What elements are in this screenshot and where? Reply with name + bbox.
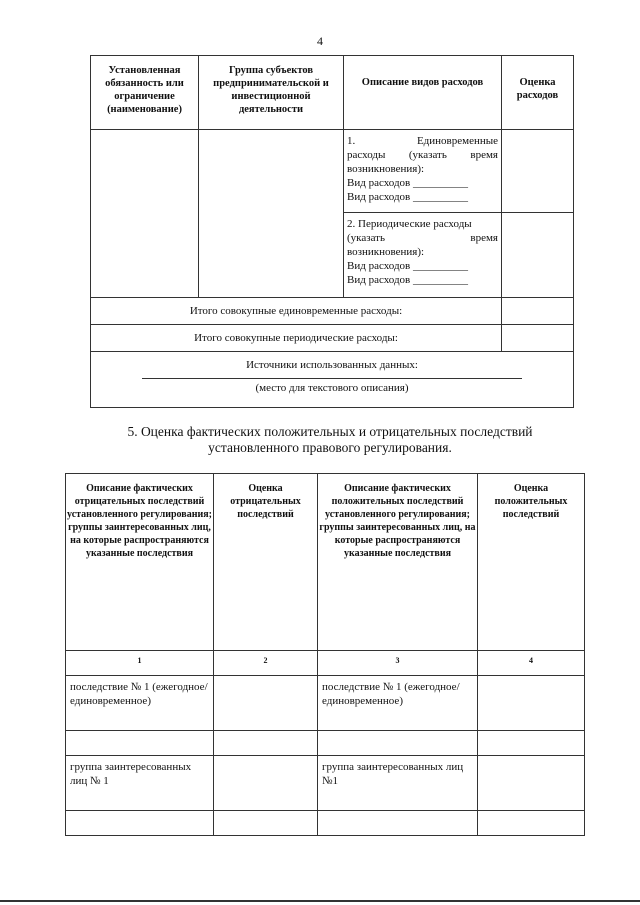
- total-periodic-value: [502, 325, 574, 352]
- data-sources-label: Источники использованных данных:: [246, 359, 418, 371]
- obligation-cell: [91, 130, 199, 298]
- column-number: 4: [478, 651, 585, 676]
- empty-cell: [478, 731, 585, 756]
- one-time-expenses-cell: 1. Единовременные расходы (указать время возникновения): Вид расходов __________ Вид расходов __________: [344, 130, 502, 213]
- header-expense-description: Описание видов расходов: [344, 56, 502, 130]
- total-one-time-label: Итого совокупные единовременные расходы:: [91, 298, 502, 325]
- empty-cell: [318, 811, 478, 836]
- positive-consequence-cell: последствие № 1 (ежегодное/ единовременное): [318, 676, 478, 731]
- total-one-time-value: [502, 298, 574, 325]
- header-expense-estimate: Оценка расходов: [502, 56, 574, 130]
- header-positive-estimate: Оценка положительных последствий: [478, 474, 585, 651]
- expenses-table: [90, 55, 574, 408]
- negative-consequence-cell: последствие № 1 (ежегодное/ единовременное): [66, 676, 214, 731]
- column-number: 1: [66, 651, 214, 676]
- column-number: 2: [214, 651, 318, 676]
- positive-estimate-cell: [478, 676, 585, 731]
- section-5-title: 5. Оценка фактических положительных и отрицательных последствий установленного правового регулирования.: [127, 424, 533, 455]
- data-sources-line: [142, 378, 522, 379]
- negative-estimate-cell: [214, 676, 318, 731]
- empty-cell: [318, 731, 478, 756]
- header-negative-estimate: Оценка отрицательных последствий: [214, 474, 318, 651]
- empty-cell: [214, 811, 318, 836]
- data-sources-note: (место для текстового описания): [255, 382, 409, 394]
- empty-cell: [66, 811, 214, 836]
- empty-cell: [214, 731, 318, 756]
- empty-cell: [478, 811, 585, 836]
- periodic-estimate-cell: [502, 213, 574, 298]
- header-negative-description: Описание фактических отрицательных последствий установленного регулирования; группы заинтересованных лиц, на которые распространяются указанные последствия: [66, 474, 214, 651]
- empty-cell: [66, 731, 214, 756]
- column-number: 3: [318, 651, 478, 676]
- negative-group-estimate-cell: [214, 756, 318, 811]
- consequences-table: [65, 473, 585, 836]
- subject-group-cell: [199, 130, 344, 298]
- positive-group-estimate-cell: [478, 756, 585, 811]
- header-subject-group: Группа субъектов предпринимательской и инвестиционной деятельности: [199, 56, 344, 130]
- positive-group-cell: группа заинтересованных лиц №1: [318, 756, 478, 811]
- one-time-estimate-cell: [502, 130, 574, 213]
- negative-group-cell: группа заинтересованных лиц № 1: [66, 756, 214, 811]
- page-number: 4: [317, 34, 323, 48]
- page-bottom-rule: [0, 900, 640, 902]
- periodic-expenses-cell: 2. Периодические расходы (указать время возникновения): Вид расходов __________ Вид расходов __________: [344, 213, 502, 298]
- header-obligation: Установленная обязанность или ограничение (наименование): [91, 56, 199, 130]
- data-sources-cell: [91, 352, 574, 408]
- total-periodic-label: Итого совокупные периодические расходы:: [91, 325, 502, 352]
- header-positive-description: Описание фактических положительных последствий установленного регулирования; группы заинтересованных лиц, на которые распространяются указанные последствия: [318, 474, 478, 651]
